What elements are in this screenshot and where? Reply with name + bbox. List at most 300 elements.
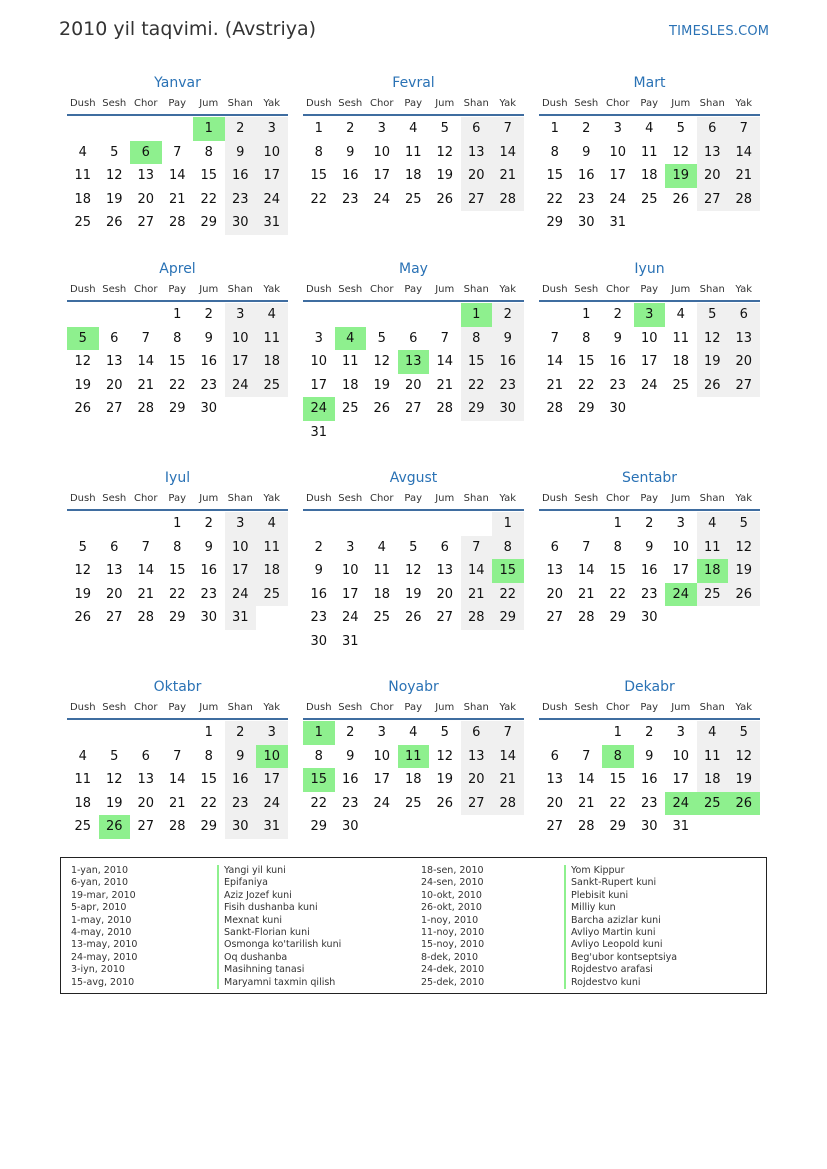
weekday-label: Pay bbox=[168, 702, 187, 713]
day-cell: 29 bbox=[200, 819, 218, 834]
day-cell: 2 bbox=[645, 516, 654, 531]
empty-cell bbox=[162, 721, 194, 745]
weekday-label: Sesh bbox=[102, 98, 127, 109]
day-cell: 27 bbox=[137, 215, 155, 230]
day-cell: 8 bbox=[461, 327, 493, 351]
month-block bbox=[539, 469, 760, 630]
day-cell: 6 bbox=[550, 748, 559, 764]
day-cell: 29 bbox=[461, 397, 493, 421]
brand-link[interactable]: TIMESLES.COM bbox=[669, 24, 770, 39]
weekday-label: Dush bbox=[69, 284, 96, 295]
day-cell: 5 bbox=[440, 725, 449, 740]
legend-names-left bbox=[217, 865, 341, 989]
day-cell: 11 bbox=[256, 536, 288, 560]
weekday-label: Chor bbox=[133, 702, 158, 713]
weekday-label: Sesh bbox=[338, 98, 363, 109]
empty-cell bbox=[162, 117, 194, 141]
day-cell: 22 bbox=[310, 795, 328, 811]
day-cell: 9 bbox=[204, 330, 213, 346]
legend-holiday-name: Avliyo Martin kuni bbox=[564, 927, 677, 939]
day-cell: 4 bbox=[409, 121, 418, 136]
day-cell: 19 bbox=[728, 768, 760, 792]
empty-cell bbox=[461, 512, 493, 536]
weekday-label: Yak bbox=[499, 284, 517, 295]
day-cell: 15 bbox=[461, 350, 493, 374]
legend-holiday-name: Yom Kippur bbox=[564, 865, 677, 877]
day-cell: 5 bbox=[377, 330, 386, 346]
day-cell: 27 bbox=[105, 610, 123, 625]
day-cell: 5 bbox=[676, 121, 685, 136]
day-cell: 26 bbox=[404, 610, 422, 625]
day-cell: 19 bbox=[728, 559, 760, 583]
empty-cell bbox=[335, 303, 367, 327]
day-cell: 10 bbox=[373, 144, 391, 160]
month-block bbox=[67, 74, 288, 235]
day-cell: 29 bbox=[168, 401, 186, 416]
day-cell: 4 bbox=[377, 539, 386, 555]
weekday-label: Dush bbox=[69, 493, 96, 504]
day-cell: 12 bbox=[436, 748, 454, 764]
day-cell: 4 bbox=[697, 512, 729, 536]
day-cell: 7 bbox=[141, 330, 150, 346]
day-cell: 4 bbox=[256, 512, 288, 536]
day-cell: 16 bbox=[577, 168, 595, 183]
weekday-label: Jum bbox=[671, 702, 691, 713]
day-cell: 8 bbox=[314, 144, 323, 160]
day-cell: 16 bbox=[640, 772, 658, 787]
weekday-label: Chor bbox=[369, 493, 394, 504]
weekday-label: Pay bbox=[640, 98, 659, 109]
day-cell: 25 bbox=[341, 401, 359, 416]
empty-cell bbox=[398, 303, 430, 327]
day-cell: 20 bbox=[137, 795, 155, 811]
weekday-label: Pay bbox=[168, 284, 187, 295]
day-cell: 1 bbox=[613, 725, 622, 740]
weekday-label: Dush bbox=[305, 98, 332, 109]
day-cell: 2 bbox=[492, 303, 524, 327]
day-cell: 21 bbox=[461, 583, 493, 607]
day-cell: 24 bbox=[609, 191, 627, 207]
holiday-day-cell: 24 bbox=[303, 397, 335, 421]
day-cell: 19 bbox=[436, 168, 454, 183]
holiday-day-cell: 24 bbox=[665, 583, 697, 607]
day-cell: 31 bbox=[225, 606, 257, 630]
day-cell: 31 bbox=[256, 815, 288, 839]
empty-cell bbox=[99, 117, 131, 141]
day-cell: 1 bbox=[613, 516, 622, 531]
day-cell: 16 bbox=[492, 350, 524, 374]
legend-holiday-name: Fisih dushanba kuni bbox=[217, 902, 341, 914]
holiday-day-cell: 1 bbox=[461, 303, 493, 327]
day-cell: 28 bbox=[546, 401, 564, 416]
weekday-label: Shan bbox=[463, 493, 489, 504]
empty-cell bbox=[99, 512, 131, 536]
weekday-label: Dush bbox=[305, 284, 332, 295]
day-cell: 20 bbox=[546, 586, 564, 602]
day-cell: 20 bbox=[105, 586, 123, 602]
day-cell: 18 bbox=[256, 559, 288, 583]
day-cell: 8 bbox=[173, 539, 182, 555]
day-cell: 25 bbox=[74, 819, 92, 834]
day-cell: 22 bbox=[546, 191, 564, 207]
day-cell: 26 bbox=[436, 795, 454, 811]
day-cell: 27 bbox=[105, 401, 123, 416]
weekday-label: Dush bbox=[69, 702, 96, 713]
day-cell: 19 bbox=[74, 586, 92, 602]
holiday-day-cell: 25 bbox=[697, 792, 729, 816]
weekday-label: Yak bbox=[263, 702, 281, 713]
day-cell: 27 bbox=[137, 819, 155, 834]
weekday-label: Shan bbox=[227, 702, 253, 713]
day-cell: 1 bbox=[550, 121, 559, 136]
day-cell: 29 bbox=[609, 610, 627, 625]
day-cell: 28 bbox=[577, 819, 595, 834]
day-grid bbox=[67, 303, 288, 421]
day-cell: 17 bbox=[256, 768, 288, 792]
day-cell: 30 bbox=[200, 610, 218, 625]
legend-date: 3-iyn, 2010 bbox=[71, 964, 125, 976]
day-cell: 29 bbox=[609, 819, 627, 834]
day-cell: 10 bbox=[672, 539, 690, 555]
day-cell: 11 bbox=[256, 327, 288, 351]
legend-date: 6-yan, 2010 bbox=[71, 877, 128, 889]
day-cell: 22 bbox=[577, 377, 595, 393]
weekday-label: Pay bbox=[404, 284, 423, 295]
weekday-label: Chor bbox=[133, 493, 158, 504]
month-block bbox=[303, 260, 524, 444]
day-cell: 16 bbox=[609, 354, 627, 369]
empty-cell bbox=[366, 303, 398, 327]
day-cell: 3 bbox=[314, 330, 323, 346]
day-cell: 12 bbox=[105, 168, 123, 183]
weekday-header bbox=[539, 493, 760, 511]
day-cell: 20 bbox=[461, 164, 493, 188]
day-cell: 29 bbox=[310, 819, 328, 834]
month-name: Mart bbox=[633, 75, 666, 91]
month-block bbox=[539, 260, 760, 421]
weekday-label: Dush bbox=[305, 702, 332, 713]
day-cell: 21 bbox=[137, 377, 155, 393]
day-cell: 30 bbox=[310, 633, 328, 649]
day-cell: 18 bbox=[74, 795, 92, 811]
day-cell: 15 bbox=[546, 168, 564, 183]
day-cell: 25 bbox=[672, 377, 690, 393]
weekday-label: Pay bbox=[640, 284, 659, 295]
legend-date: 13-may, 2010 bbox=[71, 939, 138, 951]
day-cell: 7 bbox=[728, 117, 760, 141]
empty-cell bbox=[67, 721, 99, 745]
legend-holiday-name: Rojdestvo arafasi bbox=[564, 964, 677, 976]
weekday-header bbox=[303, 493, 524, 511]
day-cell: 3 bbox=[676, 725, 685, 740]
weekday-label: Shan bbox=[699, 98, 725, 109]
legend-date: 24-sen, 2010 bbox=[421, 877, 484, 889]
legend-date: 5-apr, 2010 bbox=[71, 902, 127, 914]
day-cell: 3 bbox=[346, 539, 355, 555]
day-cell: 27 bbox=[546, 819, 564, 834]
day-cell: 7 bbox=[492, 117, 524, 141]
day-cell: 26 bbox=[672, 191, 690, 207]
day-cell: 10 bbox=[640, 330, 658, 346]
weekday-label: Sesh bbox=[338, 284, 363, 295]
day-cell: 25 bbox=[404, 191, 422, 207]
day-grid bbox=[303, 117, 524, 211]
day-cell: 30 bbox=[341, 819, 359, 834]
day-cell: 12 bbox=[697, 327, 729, 351]
weekday-label: Pay bbox=[404, 493, 423, 504]
holiday-day-cell: 26 bbox=[728, 792, 760, 816]
day-grid bbox=[67, 512, 288, 630]
day-cell: 2 bbox=[582, 121, 591, 136]
day-cell: 17 bbox=[225, 350, 257, 374]
day-grid bbox=[539, 303, 760, 421]
weekday-header bbox=[303, 284, 524, 302]
day-cell: 23 bbox=[200, 586, 218, 602]
day-cell: 7 bbox=[550, 330, 559, 346]
day-cell: 2 bbox=[225, 721, 257, 745]
weekday-label: Sesh bbox=[574, 98, 599, 109]
day-cell: 6 bbox=[409, 330, 418, 346]
day-cell: 30 bbox=[225, 815, 257, 839]
day-cell: 31 bbox=[310, 424, 328, 440]
day-cell: 3 bbox=[225, 303, 257, 327]
day-cell: 18 bbox=[697, 768, 729, 792]
day-cell: 1 bbox=[492, 512, 524, 536]
day-cell: 14 bbox=[492, 745, 524, 769]
day-cell: 30 bbox=[577, 215, 595, 230]
day-cell: 6 bbox=[110, 539, 119, 555]
day-cell: 8 bbox=[173, 330, 182, 346]
day-cell: 15 bbox=[168, 563, 186, 578]
day-cell: 11 bbox=[404, 144, 422, 160]
day-cell: 14 bbox=[577, 563, 595, 578]
weekday-label: Chor bbox=[133, 284, 158, 295]
empty-cell bbox=[303, 512, 335, 536]
holiday-day-cell: 10 bbox=[256, 745, 288, 769]
legend-holiday-name: Sankt-Florian kuni bbox=[217, 927, 341, 939]
weekday-label: Jum bbox=[671, 98, 691, 109]
month-block bbox=[303, 678, 524, 839]
day-cell: 25 bbox=[256, 583, 288, 607]
day-cell: 17 bbox=[672, 563, 690, 578]
day-cell: 17 bbox=[640, 354, 658, 369]
legend-holiday-name: Yangi yil kuni bbox=[217, 865, 341, 877]
day-cell: 13 bbox=[546, 563, 564, 578]
legend-holiday-name: Barcha azizlar kuni bbox=[564, 915, 677, 927]
empty-cell bbox=[539, 512, 571, 536]
weekday-label: Sesh bbox=[102, 493, 127, 504]
day-cell: 23 bbox=[225, 792, 257, 816]
day-grid bbox=[539, 117, 760, 235]
weekday-header bbox=[539, 284, 760, 302]
day-cell: 30 bbox=[609, 401, 627, 416]
day-cell: 19 bbox=[105, 795, 123, 811]
day-cell: 11 bbox=[373, 563, 391, 578]
month-block bbox=[539, 74, 760, 235]
day-cell: 25 bbox=[74, 215, 92, 230]
day-cell: 6 bbox=[550, 539, 559, 555]
weekday-header bbox=[539, 702, 760, 720]
legend-holiday-name: Beg'ubor kontseptsiya bbox=[564, 952, 677, 964]
day-cell: 23 bbox=[341, 191, 359, 207]
weekday-label: Chor bbox=[605, 98, 630, 109]
day-cell: 29 bbox=[168, 610, 186, 625]
weekday-label: Yak bbox=[499, 702, 517, 713]
day-cell: 9 bbox=[613, 330, 622, 346]
day-cell: 30 bbox=[640, 819, 658, 834]
day-cell: 28 bbox=[492, 792, 524, 816]
day-cell: 10 bbox=[310, 354, 328, 369]
holiday-day-cell: 11 bbox=[398, 745, 430, 769]
weekday-label: Chor bbox=[369, 702, 394, 713]
day-cell: 13 bbox=[461, 141, 493, 165]
weekday-label: Jum bbox=[671, 493, 691, 504]
day-cell: 18 bbox=[74, 191, 92, 207]
day-cell: 24 bbox=[640, 377, 658, 393]
day-cell: 17 bbox=[672, 772, 690, 787]
day-cell: 24 bbox=[373, 795, 391, 811]
day-cell: 14 bbox=[168, 168, 186, 183]
day-cell: 27 bbox=[697, 188, 729, 212]
day-cell: 26 bbox=[728, 583, 760, 607]
day-cell: 23 bbox=[492, 374, 524, 398]
day-cell: 16 bbox=[200, 354, 218, 369]
day-cell: 29 bbox=[546, 215, 564, 230]
day-cell: 7 bbox=[141, 539, 150, 555]
weekday-label: Shan bbox=[227, 493, 253, 504]
weekday-label: Shan bbox=[699, 493, 725, 504]
weekday-label: Yak bbox=[263, 284, 281, 295]
day-cell: 21 bbox=[546, 377, 564, 393]
day-cell: 22 bbox=[461, 374, 493, 398]
day-cell: 9 bbox=[346, 144, 355, 160]
day-cell: 23 bbox=[640, 586, 658, 602]
weekday-label: Sesh bbox=[102, 284, 127, 295]
day-cell: 23 bbox=[577, 191, 595, 207]
day-cell: 8 bbox=[314, 748, 323, 764]
day-cell: 5 bbox=[697, 303, 729, 327]
legend-date: 15-noy, 2010 bbox=[421, 939, 485, 951]
day-cell: 12 bbox=[404, 563, 422, 578]
month-block bbox=[67, 678, 288, 839]
legend-names-right bbox=[564, 865, 677, 989]
day-cell: 15 bbox=[200, 168, 218, 183]
holiday-day-cell: 13 bbox=[398, 350, 430, 374]
day-cell: 25 bbox=[640, 191, 658, 207]
weekday-header bbox=[67, 98, 288, 116]
day-cell: 2 bbox=[314, 539, 323, 555]
day-cell: 9 bbox=[492, 327, 524, 351]
day-cell: 9 bbox=[582, 144, 591, 160]
day-cell: 21 bbox=[492, 768, 524, 792]
day-cell: 13 bbox=[436, 563, 454, 578]
day-cell: 27 bbox=[546, 610, 564, 625]
day-cell: 19 bbox=[697, 350, 729, 374]
weekday-label: Shan bbox=[699, 702, 725, 713]
weekday-label: Pay bbox=[640, 493, 659, 504]
day-cell: 4 bbox=[409, 725, 418, 740]
day-cell: 8 bbox=[613, 539, 622, 555]
day-cell: 30 bbox=[492, 397, 524, 421]
day-cell: 19 bbox=[404, 586, 422, 602]
day-cell: 30 bbox=[225, 211, 257, 235]
holiday-day-cell: 15 bbox=[303, 768, 335, 792]
weekday-label: Jum bbox=[435, 284, 455, 295]
month-block bbox=[67, 469, 288, 630]
day-cell: 18 bbox=[640, 168, 658, 183]
weekday-label: Yak bbox=[735, 493, 753, 504]
empty-cell bbox=[130, 117, 162, 141]
day-cell: 27 bbox=[728, 374, 760, 398]
day-cell: 15 bbox=[609, 563, 627, 578]
legend-holiday-name: Plebisit kuni bbox=[564, 890, 677, 902]
day-cell: 21 bbox=[137, 586, 155, 602]
day-cell: 6 bbox=[728, 303, 760, 327]
day-cell: 2 bbox=[346, 121, 355, 136]
day-cell: 24 bbox=[225, 583, 257, 607]
weekday-label: Sesh bbox=[574, 493, 599, 504]
day-cell: 10 bbox=[225, 327, 257, 351]
weekday-label: Jum bbox=[671, 284, 691, 295]
month-name: Iyun bbox=[634, 261, 665, 277]
day-cell: 10 bbox=[373, 748, 391, 764]
holiday-day-cell: 15 bbox=[492, 559, 524, 583]
legend-date: 1-may, 2010 bbox=[71, 914, 132, 926]
day-cell: 11 bbox=[341, 354, 359, 369]
day-cell: 6 bbox=[440, 539, 449, 555]
day-cell: 18 bbox=[373, 586, 391, 602]
day-cell: 15 bbox=[200, 772, 218, 787]
holiday-day-cell: 6 bbox=[130, 141, 162, 165]
day-grid bbox=[303, 303, 524, 444]
month-name: Avgust bbox=[389, 470, 438, 486]
day-cell: 3 bbox=[377, 725, 386, 740]
day-cell: 10 bbox=[609, 144, 627, 160]
empty-cell bbox=[130, 303, 162, 327]
month-name: Aprel bbox=[159, 261, 196, 277]
legend-holiday-name: Mexnat kuni bbox=[217, 915, 341, 927]
day-cell: 28 bbox=[137, 401, 155, 416]
day-grid bbox=[303, 512, 524, 653]
day-cell: 7 bbox=[582, 748, 591, 764]
day-cell: 22 bbox=[168, 586, 186, 602]
day-cell: 7 bbox=[173, 748, 182, 764]
day-cell: 3 bbox=[377, 121, 386, 136]
legend-holiday-name: Oq dushanba bbox=[217, 952, 341, 964]
day-cell: 1 bbox=[204, 725, 213, 740]
empty-cell bbox=[429, 303, 461, 327]
empty-cell bbox=[67, 303, 99, 327]
holiday-day-cell: 26 bbox=[99, 815, 131, 839]
weekday-label: Shan bbox=[463, 284, 489, 295]
day-cell: 3 bbox=[256, 721, 288, 745]
holiday-day-cell: 5 bbox=[67, 327, 99, 351]
day-cell: 12 bbox=[105, 772, 123, 787]
day-cell: 13 bbox=[728, 327, 760, 351]
day-cell: 16 bbox=[310, 586, 328, 602]
empty-cell bbox=[67, 117, 99, 141]
day-cell: 25 bbox=[373, 610, 391, 625]
legend-date: 15-avg, 2010 bbox=[71, 976, 135, 988]
day-cell: 8 bbox=[550, 144, 559, 160]
day-cell: 24 bbox=[256, 188, 288, 212]
weekday-label: Shan bbox=[463, 98, 489, 109]
day-cell: 11 bbox=[697, 745, 729, 769]
day-cell: 28 bbox=[168, 819, 186, 834]
day-cell: 7 bbox=[492, 721, 524, 745]
day-cell: 12 bbox=[436, 144, 454, 160]
day-cell: 1 bbox=[173, 516, 182, 531]
